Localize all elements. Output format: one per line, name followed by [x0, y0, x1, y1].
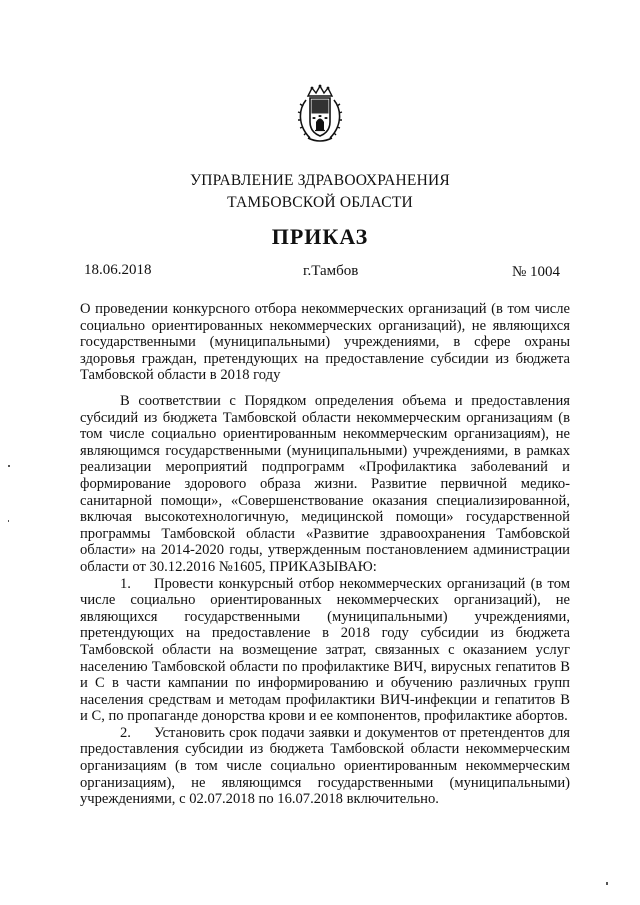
order-item-2	[80, 725, 570, 808]
coat-of-arms-icon	[296, 82, 344, 146]
preamble-paragraph: В соответствии с Порядком определения объема и предоставления субсидий из бюджета Тамбовской области некоммерческим организациям (в том числе социально ориентированным некоммерческим организациям), не являющимся государственными (муниципальными) учреждениями, в рамках реализации мероприятий подпрограмм «Профилактика заболеваний и формирование здорового образа жизни. Развитие первичной медико-санитарной помощи», «Совершенствование оказания специализированной, включая высокотехнологичную, медицинской помощи» государственной программы Тамбовской области «Развитие здравоохранения Тамбовской области» на 2014-2020 годы, утвержденным постановлением администрации области от 30.12.2016 №1605, ПРИКАЗЫВАЮ:	[80, 393, 570, 575]
scan-artifact	[8, 520, 9, 522]
scan-artifact	[8, 465, 10, 467]
order-item-number: 1.	[120, 575, 131, 592]
order-item-1	[80, 576, 570, 725]
document-number: № 1004	[512, 264, 561, 280]
organization-name-line-1: УПРАВЛЕНИЕ ЗДРАВООХРАНЕНИЯ	[190, 172, 450, 189]
order-body	[80, 393, 570, 808]
document-city: г.Тамбов	[303, 263, 359, 279]
document-date: 18.06.2018	[84, 262, 152, 278]
document-type-title: ПРИКАЗ	[271, 224, 369, 249]
order-subject: О проведении конкурсного отбора некоммерческих организаций (в том числе социально ориентированных некоммерческих организаций), не являющихся государственными (муниципальными) учреждениями, в сфере охраны здоровья граждан, претендующих на предоставление субсидии из бюджета Тамбовской области в 2018 году	[80, 301, 570, 384]
order-item-number: 2.	[120, 724, 131, 741]
organization-name-line-2: ТАМБОВСКОЙ ОБЛАСТИ	[227, 194, 413, 211]
order-item-text: Установить срок подачи заявки и документов от претендентов для предоставления субсидии из бюджета Тамбовской области некоммерческим организациям (в том числе социально ориентированным некоммерческим организациям), не являющимся государственными (муниципальными) учреждениями, с 02.07.2018 по 16.07.2018 включительно.	[80, 724, 570, 808]
scan-artifact	[606, 882, 608, 885]
order-item-text: Провести конкурсный отбор некоммерческих организаций (в том числе социально ориентированных некоммерческих организаций), не являющихся государственными (муниципальными) учреждениями, претендующих на предоставление в 2018 году субсидии из бюджета Тамбовской области на возмещение затрат, связанных с оказанием услуг населению Тамбовской области по профилактике ВИЧ, вирусных гепатитов В и С в части кампании по информированию и обучению различных групп населения средствам и методам профилактики ВИЧ-инфекции и гепатитов В и С, по пропаганде донорства крови и ее компонентов, профилактике абортов.	[80, 575, 570, 725]
